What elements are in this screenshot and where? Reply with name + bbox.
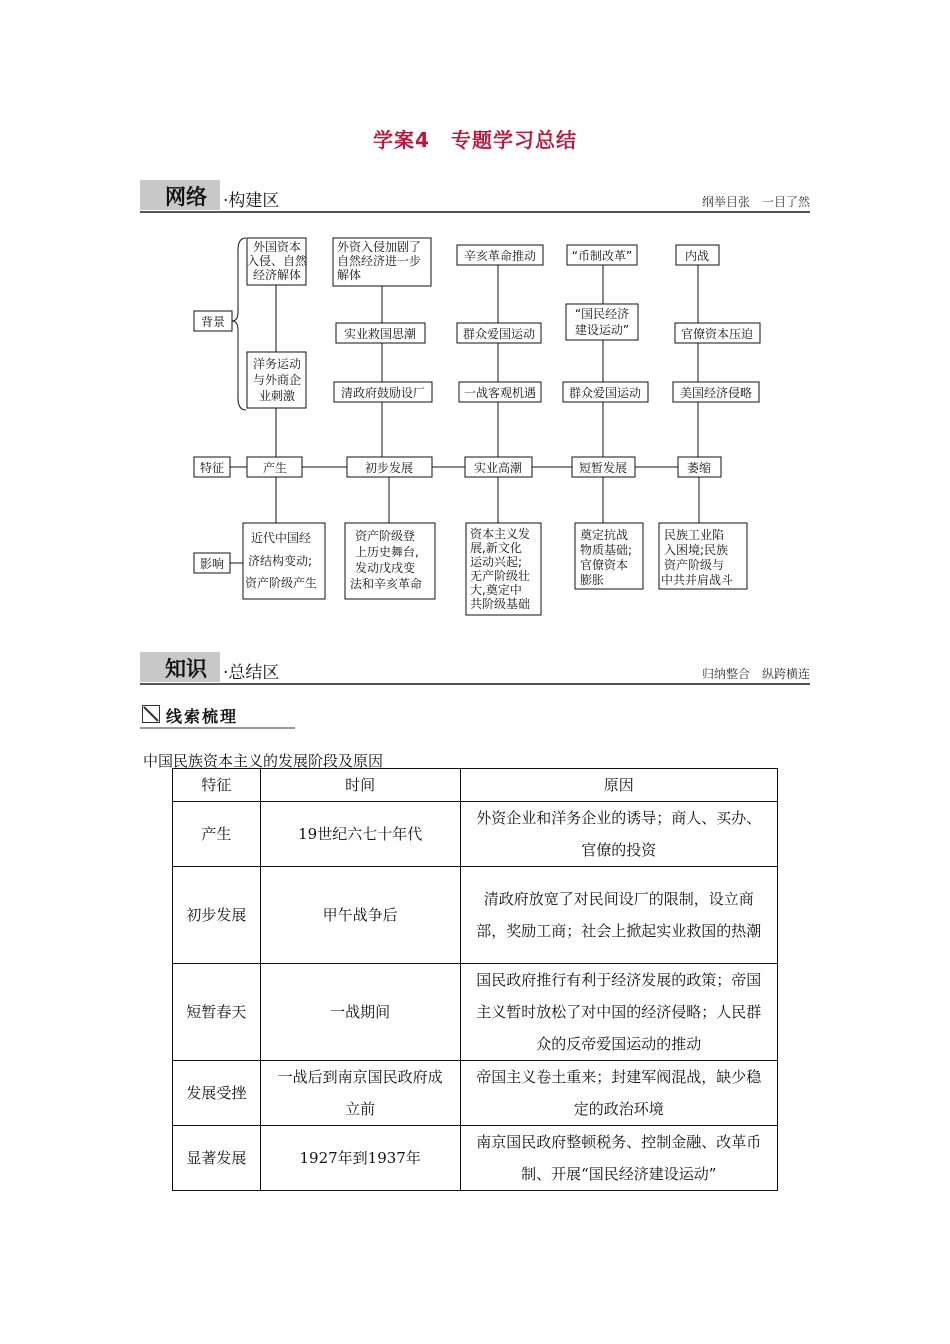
impact-text: 济结构变动; bbox=[248, 554, 313, 568]
impact-text: 法和辛亥革命 bbox=[350, 577, 423, 591]
impact-text: 官僚资本 bbox=[580, 558, 629, 572]
node-text: “币制改革” bbox=[571, 249, 633, 263]
section-subtitle: ·总结区 bbox=[223, 663, 280, 683]
cell-reason: 清政府放宽了对民间设厂的限制，设立商部，奖励工商；社会上掀起实业救国的热潮 bbox=[460, 867, 777, 964]
impact-text: 资产阶级登 bbox=[355, 529, 416, 543]
impact-text: 物质基础; bbox=[580, 543, 633, 557]
impact-text: 入困境;民族 bbox=[664, 543, 729, 557]
cell-reason: 外资企业和洋务企业的诱导；商人、买办、官僚的投资 bbox=[460, 802, 777, 867]
impact-text: 资产阶级产生 bbox=[245, 576, 318, 590]
clue-heading-text: 线索梳理 bbox=[166, 707, 239, 726]
impact-text: 大,奠定中 bbox=[470, 583, 522, 597]
cell-reason: 国民政府推行有利于经济发展的政策；帝国主义暂时放松了对中国的经济侵略；人民群众的反帝爱国运动的推动 bbox=[460, 964, 777, 1061]
node-text: 一战客观机遇 bbox=[463, 386, 537, 400]
section-header-knowledge bbox=[140, 652, 810, 682]
cell-feature: 产生 bbox=[173, 802, 261, 867]
node-text: 内战 bbox=[684, 249, 710, 263]
cell-reason: 帝国主义卷土重来；封建军阀混战，缺少稳定的政治环境 bbox=[460, 1061, 777, 1126]
node-text: 入侵、自然 bbox=[246, 254, 308, 268]
concept-diagram bbox=[0, 0, 950, 640]
feature-text: 产生 bbox=[262, 461, 288, 475]
cell-feature: 短暂春天 bbox=[173, 964, 261, 1061]
node-text: 群众爱国运动 bbox=[462, 327, 536, 341]
cell-time: 甲午战争后 bbox=[260, 867, 460, 964]
node-text: 外资入侵加剧了 bbox=[337, 240, 422, 254]
impact-text: 展,新文化 bbox=[470, 541, 522, 555]
row-label-background: 背景 bbox=[200, 315, 226, 329]
impact-text: 近代中国经 bbox=[251, 531, 312, 545]
impact-text: 资产阶级与 bbox=[664, 558, 725, 572]
header-reason: 原因 bbox=[460, 769, 777, 802]
clue-underline bbox=[140, 727, 295, 729]
section-motto: 归纳整合 纵跨横连 bbox=[701, 667, 810, 681]
impact-text: 上历史舞台, bbox=[355, 545, 419, 559]
node-text: 清政府鼓励设厂 bbox=[340, 386, 426, 400]
page-title: 学案4 专题学习总结 bbox=[373, 128, 577, 152]
cell-time: 一战期间 bbox=[260, 964, 460, 1061]
table-row bbox=[173, 964, 778, 1061]
feature-text: 初步发展 bbox=[364, 461, 414, 475]
node-text: 辛亥革命推动 bbox=[463, 249, 537, 263]
row-label-impact: 影响 bbox=[199, 557, 225, 571]
cell-time: 1927年到1937年 bbox=[260, 1126, 460, 1191]
section-subtitle: ·构建区 bbox=[223, 191, 280, 211]
cell-feature: 初步发展 bbox=[173, 867, 261, 964]
impact-text: 共阶级基础 bbox=[470, 597, 531, 611]
table-row bbox=[173, 1061, 778, 1126]
row-label-feature: 特征 bbox=[199, 461, 225, 475]
impact-text: 无产阶级壮 bbox=[470, 569, 531, 583]
diagonal-mark-icon bbox=[142, 705, 160, 723]
impact-text: 中共并肩战斗 bbox=[661, 573, 734, 587]
cell-feature: 发展受挫 bbox=[173, 1061, 261, 1126]
impact-text: 运动兴起; bbox=[470, 555, 523, 569]
section-motto: 纲举目张 一目了然 bbox=[701, 195, 810, 209]
node-text: 实业救国思潮 bbox=[343, 327, 417, 341]
clue-heading bbox=[140, 703, 295, 729]
node-text: 自然经济进一步 bbox=[337, 254, 422, 268]
impact-text: 资本主义发 bbox=[470, 527, 531, 541]
cell-feature: 显著发展 bbox=[173, 1126, 261, 1191]
impact-text: 发动戊戌变 bbox=[355, 561, 416, 575]
impact-text: 奠定抗战 bbox=[580, 528, 629, 542]
brace bbox=[232, 238, 246, 410]
node-text: 业刺激 bbox=[258, 389, 296, 403]
node-text: 与外商企 bbox=[252, 373, 302, 387]
section-title: 知识 bbox=[165, 657, 207, 681]
feature-text: 萎缩 bbox=[686, 461, 712, 475]
node-text: 官僚资本压迫 bbox=[680, 327, 754, 341]
cell-reason: 南京国民政府整顿税务、控制金融、改革币制、开展“国民经济建设运动” bbox=[460, 1126, 777, 1191]
stages-table bbox=[172, 768, 778, 1191]
node-text: 解体 bbox=[337, 268, 362, 282]
impact-text: 民族工业陷 bbox=[664, 528, 725, 542]
node-text: 外国资本 bbox=[252, 240, 302, 254]
section-divider bbox=[140, 683, 810, 685]
feature-text: 实业高潮 bbox=[473, 461, 523, 475]
table-row bbox=[173, 867, 778, 964]
node-text: 群众爱国运动 bbox=[568, 386, 642, 400]
impact-text: 膨胀 bbox=[580, 573, 605, 587]
header-time: 时间 bbox=[260, 769, 460, 802]
table-row bbox=[173, 1126, 778, 1191]
table-caption: 中国民族资本主义的发展阶段及原因 bbox=[143, 752, 384, 770]
node-text: “国民经济 bbox=[574, 307, 630, 321]
cell-time: 19世纪六七十年代 bbox=[260, 802, 460, 867]
cell-time: 一战后到南京国民政府成立前 bbox=[260, 1061, 460, 1126]
table-row bbox=[173, 802, 778, 867]
header-feature: 特征 bbox=[173, 769, 261, 802]
node-text: 经济解体 bbox=[252, 268, 302, 282]
node-text: 建设运动” bbox=[574, 323, 630, 337]
node-text: 洋务运动 bbox=[252, 357, 302, 371]
feature-text: 短暂发展 bbox=[578, 461, 628, 475]
table-header-row bbox=[173, 769, 778, 802]
node-text: 美国经济侵略 bbox=[679, 386, 753, 400]
section-title: 网络 bbox=[165, 185, 207, 209]
